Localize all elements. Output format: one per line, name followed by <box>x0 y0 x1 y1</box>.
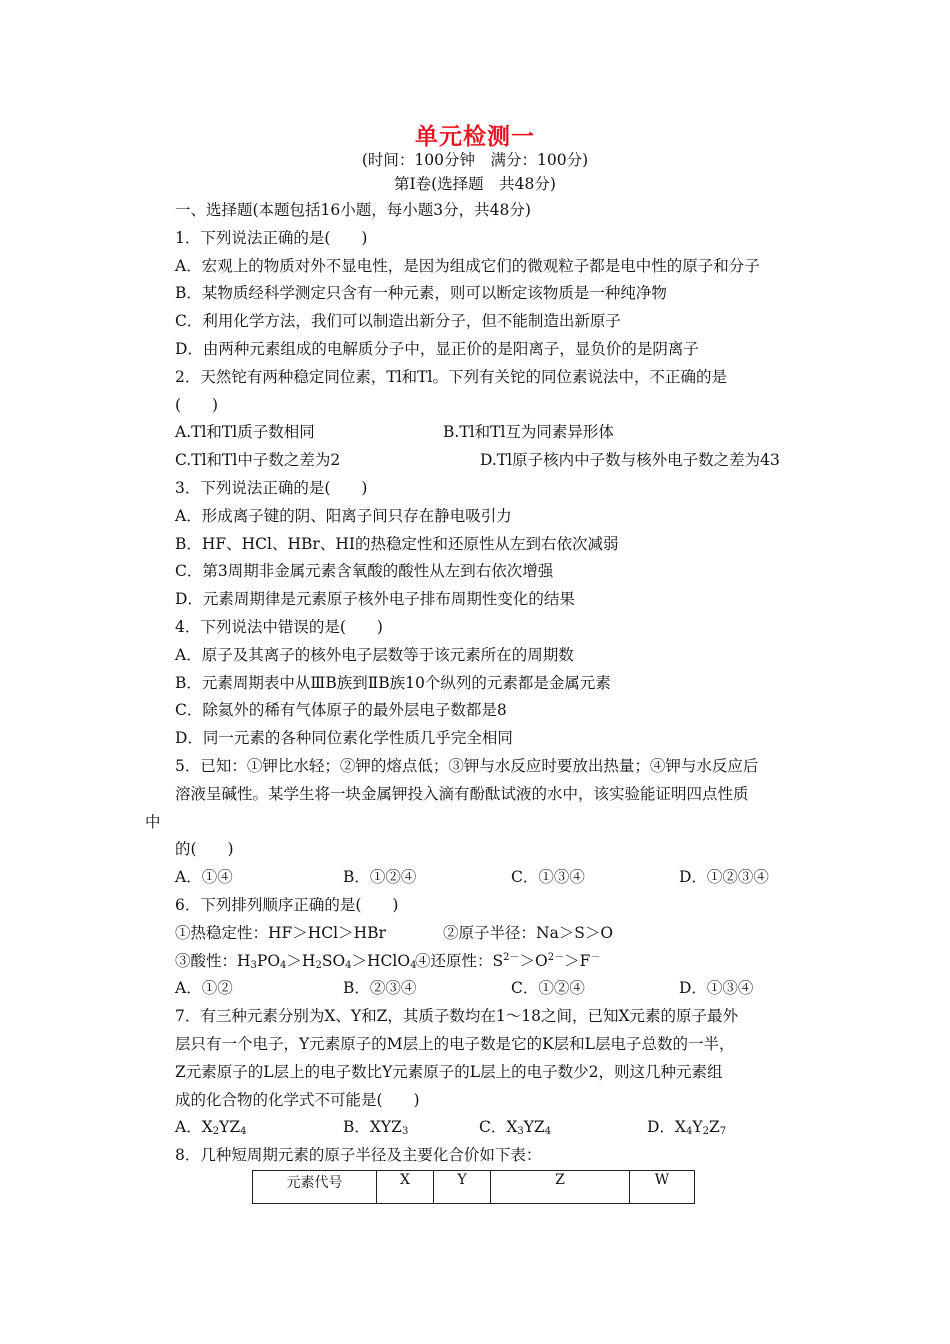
q4-option-c: C．除氦外的稀有气体原子的最外层电子数都是8 <box>175 701 507 720</box>
q1-option-a: A．宏观上的物质对外不显电性，是因为组成它们的微观粒子都是电中性的原子和分子 <box>175 256 760 275</box>
table-header-cell: Y <box>434 1171 491 1204</box>
q5-option-c: C．①③④ <box>511 868 585 887</box>
q3-option-d: D．元素周期律是元素原子核外电子排布周期性变化的结果 <box>175 590 575 609</box>
q2-options-row1 <box>175 419 815 447</box>
q4-option-d: D．同一元素的各种同位素化学性质几乎完全相同 <box>175 729 513 748</box>
q7-line3: Z元素原子的L层上的电子数比Y元素原子的L层上的电子数少2，则这几种元素组 <box>175 1062 723 1081</box>
q6-item-4: ④还原性：$S^{2-}>O^{2-}>F^-$ <box>415 951 601 970</box>
q2-option-d: D.Tl原子核内中子数与核外电子数之差为43 <box>480 451 780 470</box>
q2-option-c: C.Tl和Tl中子数之差为2 <box>175 451 341 470</box>
q3-option-c: C．第3周期非金属元素含氧酸的酸性从左到右依次增强 <box>175 562 554 581</box>
q7-line4: 成的化合物的化学式不可能是( ) <box>175 1090 420 1109</box>
q6-items-row1 <box>175 920 815 948</box>
q2-option-a: A.Tl和Tl质子数相同 <box>175 423 315 442</box>
q5-line4: 的( ) <box>175 840 234 859</box>
table-header-cell: 元素代号 <box>253 1171 377 1204</box>
q1-option-d: D．由两种元素组成的电解质分子中，显正价的是阳离子，显负价的是阴离子 <box>175 339 699 358</box>
q7-line1: 7．有三种元素分别为X、Y和Z，其质子数均在1～18之间，已知X元素的原子最外 <box>175 1007 739 1026</box>
q3-option-b: B．HF、HCl、HBr、HI的热稳定性和还原性从左到右依次减弱 <box>175 534 619 553</box>
q2-option-b: B.Tl和Tl互为同素异形体 <box>443 423 614 442</box>
part-heading: 一、选择题(本题包括16小题，每小题3分，共48分) <box>175 201 531 219</box>
q7-line2: 层只有一个电子，Y元素原子的M层上的电子数是它的K层和L层电子总数的一半， <box>175 1034 735 1053</box>
question-list <box>145 197 815 1170</box>
q7-option-d: D．$X_4Y_2Z_7$ <box>647 1118 727 1138</box>
q4-option-b: B．元素周期表中从ⅢB族到ⅡB族10个纵列的元素都是金属元素 <box>175 673 611 692</box>
q5-line3: 中 <box>145 812 161 831</box>
q4-stem: 4．下列说法中错误的是( ) <box>175 617 383 636</box>
q5-line2: 溶液呈碱性。某学生将一块金属钾投入滴有酚酞试液的水中，该实验能证明四点性质 <box>175 784 749 803</box>
q2-stem: 2．天然铊有两种稳定同位素，Tl和Tl。下列有关铊的同位素说法中，不正确的是 <box>175 367 727 386</box>
q7-option-c: C．$X_3YZ_4$ <box>479 1118 552 1138</box>
document-title: 单元检测一 <box>415 124 535 150</box>
q4-option-a: A．原子及其离子的核外电子层数等于该元素所在的周期数 <box>175 645 574 664</box>
q6-item-1: ①热稳定性：HF＞HCl＞HBr <box>175 923 386 942</box>
q5-line1: 5．已知：①钾比水轻；②钾的熔点低；③钾与水反应时要放出热量；④钾与水反应后 <box>175 756 759 775</box>
q7-option-a: A．$X_2YZ_4$ <box>175 1118 247 1138</box>
q6-items-row2 <box>175 948 815 976</box>
q3-stem: 3．下列说法正确的是( ) <box>175 478 368 497</box>
q1-stem: 1．下列说法正确的是( ) <box>175 228 368 247</box>
q5-option-d: D．①②③④ <box>679 868 769 887</box>
q6-option-b: B．②③④ <box>343 979 417 998</box>
q8-stem: 8．几种短周期元素的原子半径及主要化合价如下表： <box>175 1146 542 1165</box>
q1-option-c: C．利用化学方法，我们可以制造出新分子，但不能制造出新原子 <box>175 312 621 331</box>
q2-stem-bracket: ( ) <box>175 395 219 414</box>
table-header-cell: W <box>630 1171 695 1204</box>
q6-options <box>175 975 815 1003</box>
table-row <box>253 1171 695 1204</box>
q7-options <box>175 1114 815 1142</box>
section-heading: 第Ⅰ卷(选择题 共48分) <box>394 175 556 193</box>
element-table <box>252 1170 695 1204</box>
q6-option-d: D．①③④ <box>679 979 754 998</box>
q6-item-3: ③酸性：$H_3PO_4>H_2SO_4>HClO_4$ <box>175 951 417 971</box>
exam-time-score: (时间：100分钟 满分：100分) <box>361 151 589 169</box>
q6-stem: 6．下列排列顺序正确的是( ) <box>175 895 399 914</box>
table-header-cell: Z <box>491 1171 630 1204</box>
q5-option-b: B．①②④ <box>343 868 417 887</box>
table-header-cell: X <box>377 1171 434 1204</box>
q6-item-2: ②原子半径：Na＞S＞O <box>443 923 614 942</box>
q5-options <box>175 864 815 892</box>
q7-option-b: B．$XYZ_3$ <box>343 1118 409 1138</box>
q6-option-a: A．①② <box>175 979 233 998</box>
q6-option-c: C．①②④ <box>511 979 585 998</box>
q3-option-a: A．形成离子键的阴、阳离子间只存在静电吸引力 <box>175 506 512 525</box>
q2-options-row2 <box>175 447 815 475</box>
q5-option-a: A．①④ <box>175 868 233 887</box>
q1-option-b: B．某物质经科学测定只含有一种元素，则可以断定该物质是一种纯净物 <box>175 284 667 303</box>
